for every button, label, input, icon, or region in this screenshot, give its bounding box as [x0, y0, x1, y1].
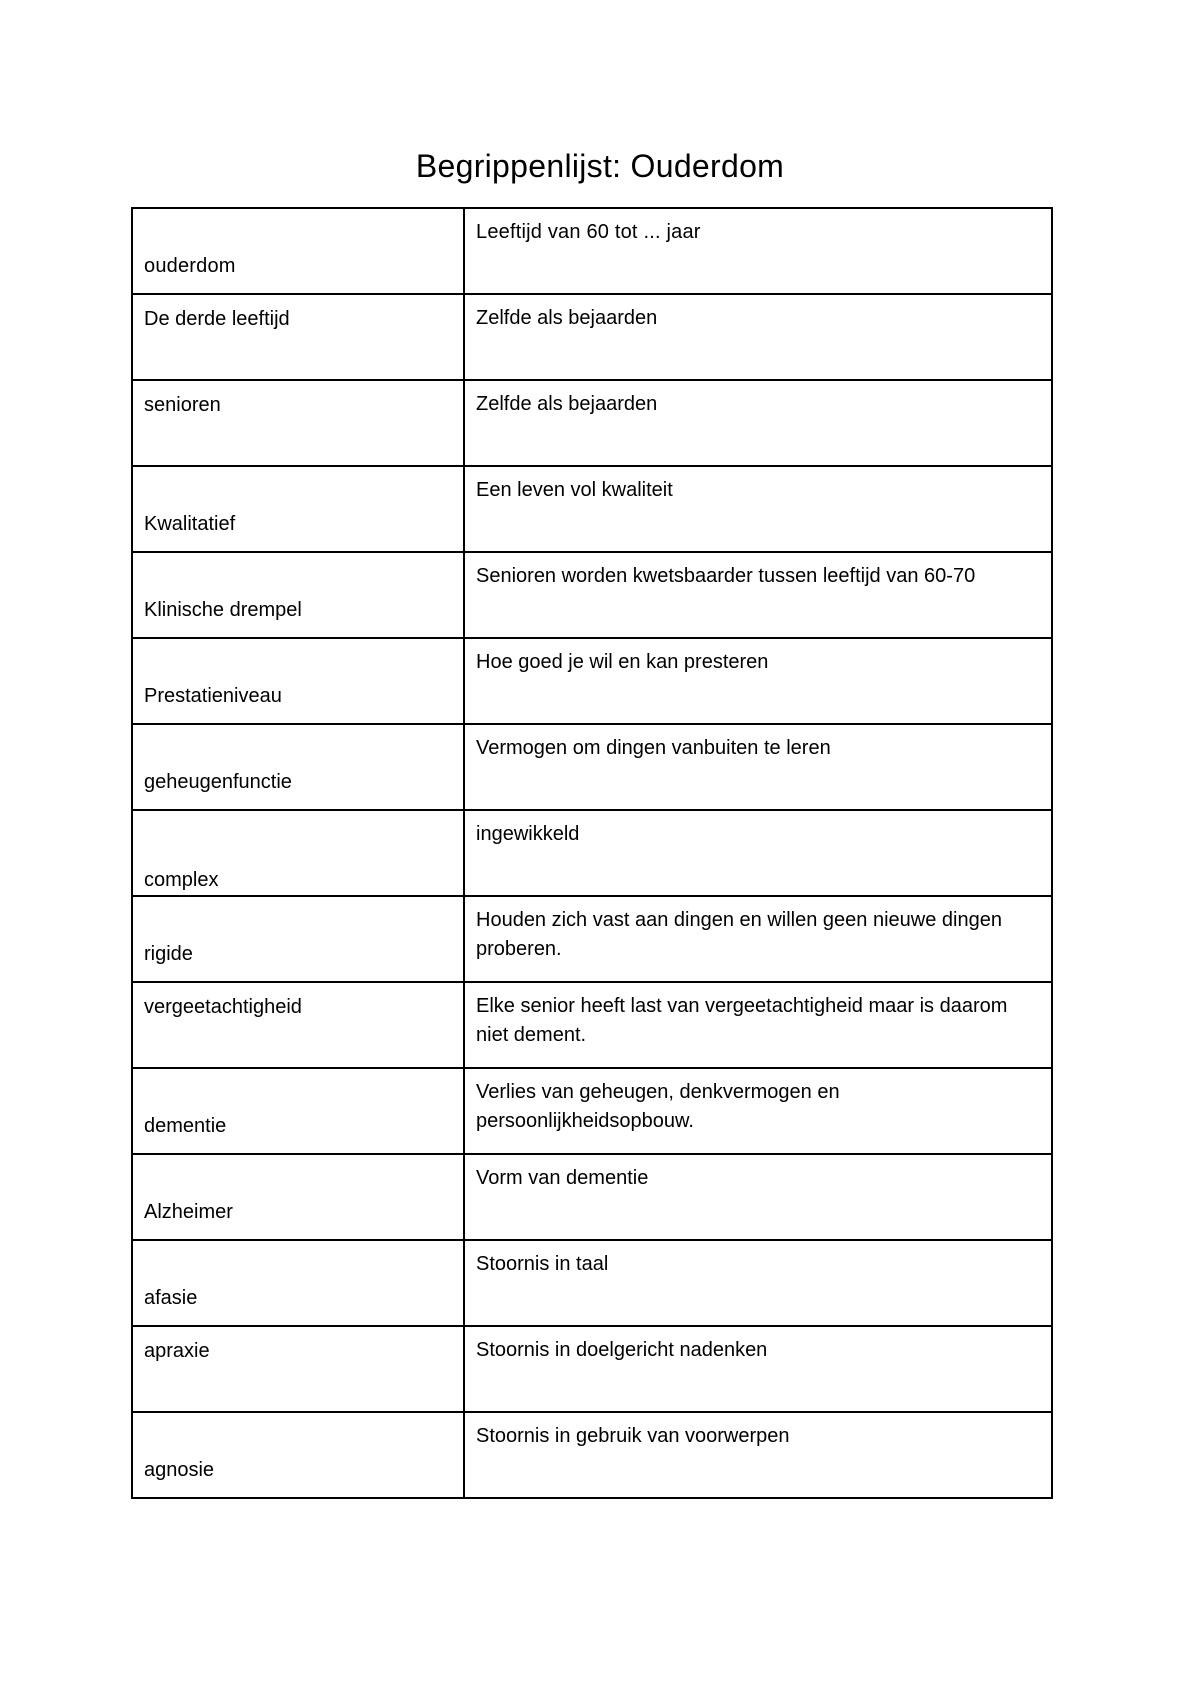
table-row: [132, 466, 1052, 552]
table-row: [132, 896, 1052, 982]
term-cell: afasie: [132, 1240, 464, 1326]
definition-cell: Houden zich vast aan dingen en willen geen nieuwe dingen proberen.: [464, 896, 1052, 982]
term-cell: geheugenfunctie: [132, 724, 464, 810]
table-row: [132, 982, 1052, 1068]
table-row: [132, 638, 1052, 724]
table-row: [132, 1412, 1052, 1498]
definition-cell: Stoornis in doelgericht nadenken: [464, 1326, 1052, 1412]
term-cell: dementie: [132, 1068, 464, 1154]
definition-cell: Stoornis in gebruik van voorwerpen: [464, 1412, 1052, 1498]
table-row: [132, 810, 1052, 896]
term-cell: complex: [132, 810, 464, 896]
glossary-table: [131, 207, 1053, 1499]
term-cell: Kwalitatief: [132, 466, 464, 552]
definition-cell: Hoe goed je wil en kan presteren: [464, 638, 1052, 724]
term-cell: Prestatieniveau: [132, 638, 464, 724]
table-row: [132, 1240, 1052, 1326]
page-title: Begrippenlijst: Ouderdom: [415, 148, 785, 184]
term-cell: ouderdom: [132, 208, 464, 294]
term-cell: Alzheimer: [132, 1154, 464, 1240]
table-row: [132, 552, 1052, 638]
table-row: [132, 724, 1052, 810]
table-row: [132, 1326, 1052, 1412]
definition-cell: ingewikkeld: [464, 810, 1052, 896]
table-row: [132, 294, 1052, 380]
term-cell: senioren: [132, 380, 464, 466]
table-row: [132, 1154, 1052, 1240]
definition-cell: Vorm van dementie: [464, 1154, 1052, 1240]
term-cell: apraxie: [132, 1326, 464, 1412]
definition-cell: Zelfde als bejaarden: [464, 294, 1052, 380]
table-row: [132, 380, 1052, 466]
definition-cell: Een leven vol kwaliteit: [464, 466, 1052, 552]
term-cell: Klinische drempel: [132, 552, 464, 638]
definition-cell: Senioren worden kwetsbaarder tussen leeftijd van 60-70: [464, 552, 1052, 638]
definition-cell: Leeftijd van 60 tot ... jaar: [464, 208, 1052, 294]
table-row: [132, 208, 1052, 294]
definition-cell: Stoornis in taal: [464, 1240, 1052, 1326]
term-cell: De derde leeftijd: [132, 294, 464, 380]
definition-cell: Vermogen om dingen vanbuiten te leren: [464, 724, 1052, 810]
term-cell: rigide: [132, 896, 464, 982]
table-row: [132, 1068, 1052, 1154]
definition-cell: Verlies van geheugen, denkvermogen en persoonlijkheidsopbouw.: [464, 1068, 1052, 1154]
definition-cell: Elke senior heeft last van vergeetachtigheid maar is daarom niet dement.: [464, 982, 1052, 1068]
term-cell: agnosie: [132, 1412, 464, 1498]
term-cell: vergeetachtigheid: [132, 982, 464, 1068]
definition-cell: Zelfde als bejaarden: [464, 380, 1052, 466]
